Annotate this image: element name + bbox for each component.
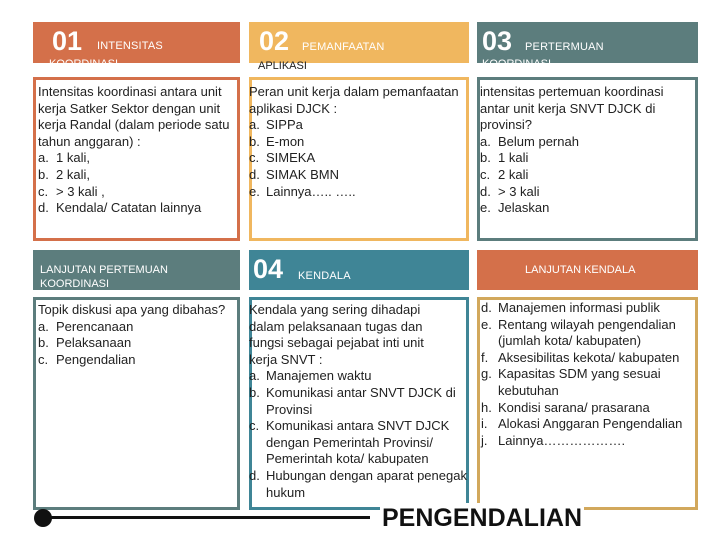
list-item (480, 167, 695, 184)
list-item (249, 468, 469, 501)
card-02-header (249, 22, 469, 63)
list-marker: c. (480, 166, 491, 182)
list-text: Lainnya….. ….. (266, 183, 356, 199)
list-marker: b. (249, 384, 260, 400)
card-03-header (477, 22, 698, 70)
list-marker: d. (249, 467, 260, 483)
card-02-content (249, 84, 464, 200)
card-03-options (480, 134, 695, 217)
list-text: Alokasi Anggaran Pengendalian (498, 416, 683, 432)
list-item (480, 200, 695, 217)
card-03-content (480, 84, 695, 217)
list-item (249, 117, 464, 134)
list-item (481, 416, 697, 433)
list-text: Rentang wilayah pengendalian (jumlah kota/ kabupaten) (498, 316, 676, 349)
card-05-content (38, 302, 233, 368)
list-marker: b. (38, 335, 49, 351)
list-marker: a. (38, 318, 49, 334)
list-item (38, 184, 238, 201)
list-item (249, 385, 469, 418)
list-marker: b. (480, 150, 491, 166)
card-01-number: 01 (52, 26, 83, 56)
card-06-title: LANJUTAN KENDALA (525, 264, 636, 276)
list-marker: e. (480, 200, 491, 216)
list-item (481, 400, 697, 417)
list-marker: j. (481, 432, 488, 448)
list-marker: a. (480, 133, 491, 149)
card-05-options (38, 319, 233, 369)
list-text: SIPPa (266, 117, 303, 133)
list-item (38, 167, 238, 184)
list-item (38, 150, 238, 167)
list-marker: g. (481, 366, 492, 382)
card-04-content (249, 302, 469, 501)
card-02-title: PEMANFAATAN (302, 41, 385, 53)
card-02-number: 02 (259, 26, 290, 56)
list-marker: a. (249, 117, 260, 133)
list-marker: b. (38, 166, 49, 182)
list-marker: d. (38, 200, 49, 216)
card-03-title-line2: KOORDINASI (482, 58, 552, 70)
list-marker: c. (249, 418, 260, 434)
list-text: Hubungan dengan aparat penegak hukum (266, 467, 467, 500)
card-02-title-line2: APLIKASI (258, 60, 307, 72)
list-text: 2 kali, (56, 166, 90, 182)
list-text: Manajemen waktu (266, 368, 372, 384)
list-text: 1 kali, (56, 150, 90, 166)
card-01-header (33, 22, 240, 70)
list-marker: e. (249, 183, 260, 199)
list-item (480, 134, 695, 151)
timeline-line (48, 516, 370, 519)
list-marker: h. (481, 399, 492, 415)
list-item (249, 150, 464, 167)
list-text: SIMAK BMN (266, 166, 339, 182)
card-04-options (249, 368, 469, 501)
list-item (38, 200, 238, 217)
card-02-question: Peran unit kerja dalam pemanfaatan aplikasi DJCK : (249, 84, 459, 116)
list-text: E-mon (266, 133, 305, 149)
list-item (481, 350, 697, 367)
list-item (249, 418, 469, 468)
list-text: Perencanaan (56, 318, 134, 334)
card-03-title: PERTERMUAN (525, 41, 604, 53)
card-03-number: 03 (482, 26, 513, 56)
list-text: Komunikasi antar SNVT DJCK di Provinsi (266, 384, 456, 417)
card-01-title-line2: KOORDINASI (49, 58, 119, 70)
list-item (480, 184, 695, 201)
list-marker: c. (249, 150, 260, 166)
list-item (38, 352, 233, 369)
list-item (38, 335, 233, 352)
list-item (481, 366, 697, 399)
list-marker: b. (249, 133, 260, 149)
list-marker: e. (481, 316, 492, 332)
card-05-title: LANJUTAN PERTEMUAN KOORDINASI (40, 264, 168, 290)
list-marker: i. (481, 416, 488, 432)
footer-title: PENGENDALIAN (382, 504, 583, 532)
card-01-options (38, 150, 238, 216)
list-text: Kendala/ Catatan lainnya (56, 200, 202, 216)
list-marker: f. (481, 349, 489, 365)
list-text: Belum pernah (498, 133, 579, 149)
card-06-options (481, 300, 697, 449)
list-text: > 3 kali (498, 183, 540, 199)
list-marker: d. (480, 183, 491, 199)
card-06-content (481, 300, 697, 449)
card-04-number: 04 (253, 254, 284, 284)
card-05-question: Topik diskusi apa yang dibahas? (38, 302, 226, 317)
card-02-options (249, 117, 464, 200)
list-text: > 3 kali , (56, 183, 105, 199)
list-item (249, 368, 469, 385)
card-03-question: intensitas pertemuan koordinasi antar unit kerja SNVT DJCK di provinsi? (480, 84, 664, 133)
list-marker: a. (249, 368, 260, 384)
list-text: Manajemen informasi publik (498, 300, 660, 315)
card-04-question: Kendala yang sering dihadapi dalam pelaksanaan tugas dan fungsi sebagai pejabat inti unit kerja SNVT : (249, 302, 424, 367)
list-text: Aksesibilitas kekota/ kabupaten (498, 349, 680, 365)
list-marker: c. (38, 351, 49, 367)
list-item (481, 317, 697, 350)
list-marker: d. (481, 300, 492, 315)
card-01-question: Intensitas koordinasi antara unit kerja Satker Sektor dengan unit kerja Randal (dalam periode satu tahun anggaran) : (38, 84, 230, 149)
list-text: Pengendalian (56, 351, 136, 367)
list-item (481, 300, 697, 317)
list-text: Kondisi sarana/ prasarana (498, 399, 650, 415)
list-item (249, 167, 464, 184)
list-item (249, 134, 464, 151)
list-text: Jelaskan (498, 200, 550, 216)
card-05-header (33, 250, 240, 290)
card-06-header (477, 250, 698, 290)
list-item (480, 150, 695, 167)
list-text: Komunikasi antara SNVT DJCK dengan Pemerintah Provinsi/ Pemerintah kota/ kabupaten (266, 418, 450, 467)
list-item (481, 433, 697, 450)
list-marker: d. (249, 166, 260, 182)
list-text: SIMEKA (266, 150, 316, 166)
list-text: Kapasitas SDM yang sesuai kebutuhan (498, 366, 661, 398)
list-marker: c. (38, 183, 49, 199)
list-text: Lainnya………………. (498, 432, 626, 448)
list-item (38, 319, 233, 336)
list-text: 2 kali (498, 166, 529, 182)
list-item (249, 184, 464, 201)
card-04-header (249, 250, 469, 290)
list-marker: a. (38, 150, 49, 166)
card-04-title: KENDALA (298, 270, 351, 282)
list-text: Pelaksanaan (56, 335, 132, 351)
list-text: 1 kali (498, 150, 529, 166)
card-01-content (38, 84, 238, 217)
card-01-title: INTENSITAS (97, 40, 163, 52)
